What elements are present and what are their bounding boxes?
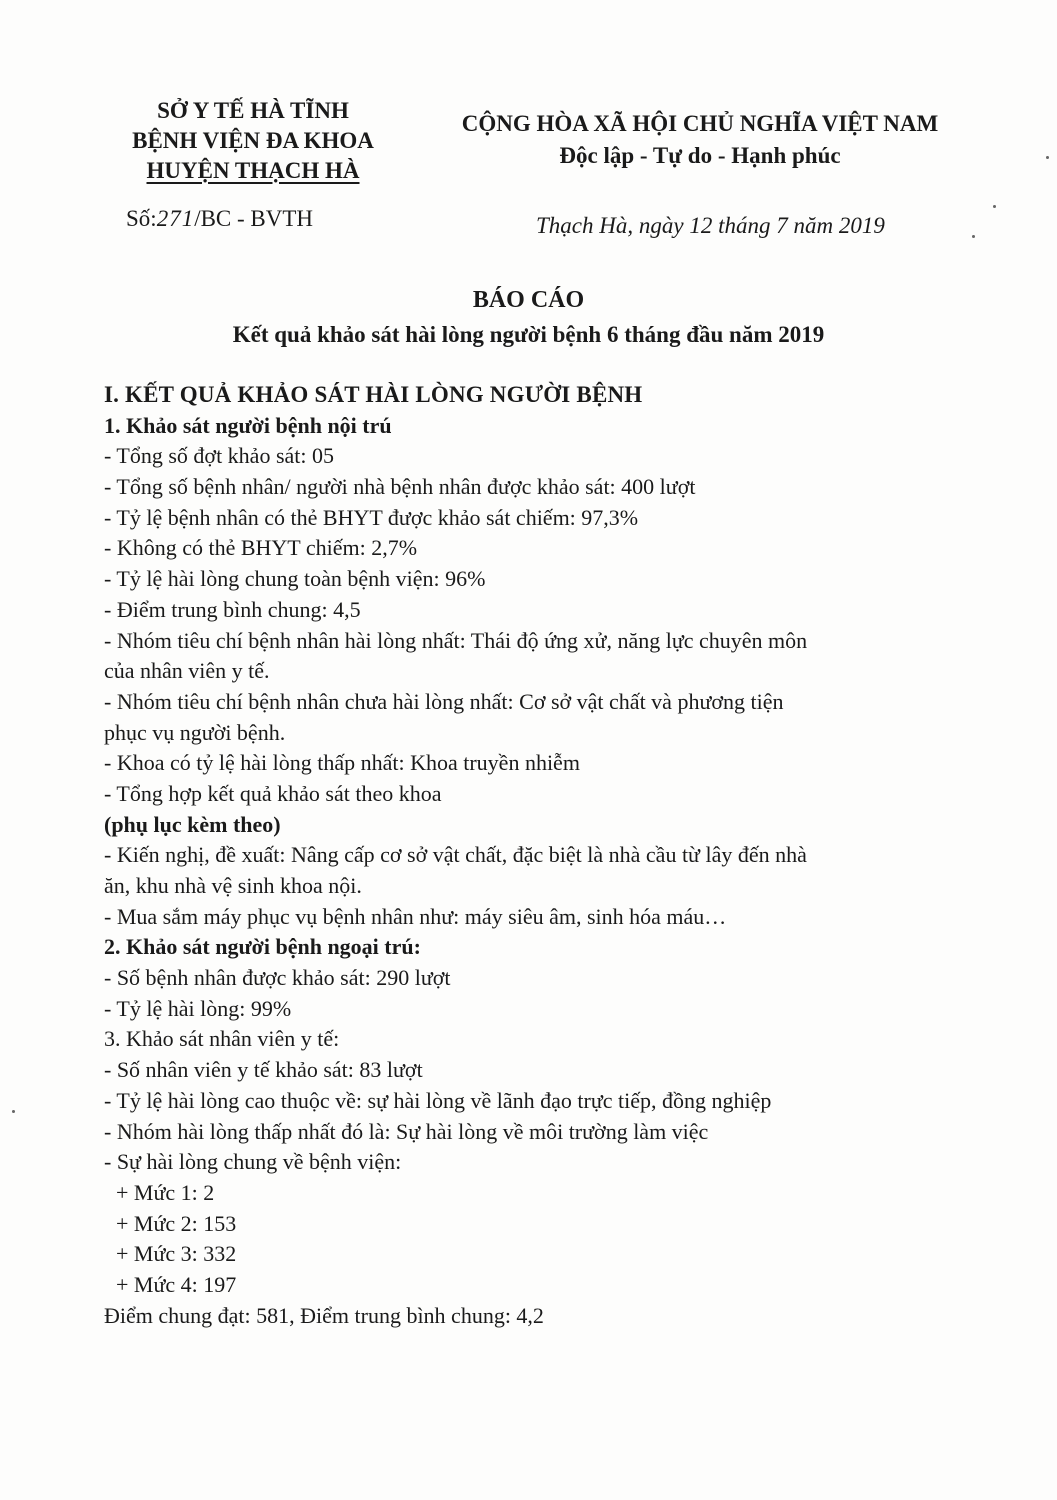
- body-line: - Sự hài lòng chung về bệnh viện:: [104, 1149, 402, 1175]
- body-line: - Tỷ lệ hài lòng chung toàn bệnh viện: 96%: [104, 566, 486, 592]
- doc-number-handwritten: 271: [156, 206, 195, 231]
- agency-line-2: BỆNH VIỆN ĐA KHOA: [132, 128, 374, 153]
- body-line: - Số bệnh nhân được khảo sát: 290 lượt: [104, 965, 451, 991]
- date-line: Thạch Hà, ngày 12 tháng 7 năm 2019: [536, 213, 885, 238]
- doc-number-prefix: Số:: [126, 206, 157, 231]
- country-name: CỘNG HÒA XÃ HỘI CHỦ NGHĨA VIỆT NAM: [461, 111, 939, 136]
- body-line: - Kiến nghị, đề xuất: Nâng cấp cơ sở vật chất, đặc biệt là nhà cầu từ lây đến nhà: [104, 842, 807, 868]
- body-line: - Điểm trung bình chung: 4,5: [104, 596, 361, 622]
- body-line: Điểm chung đạt: 581, Điểm trung bình chung: 4,2: [104, 1302, 544, 1328]
- body-line: - Nhóm hài lòng thấp nhất đó là: Sự hài lòng về môi trường làm việc: [104, 1118, 709, 1144]
- scan-speck: [993, 205, 996, 208]
- section-heading: (phụ lục kèm theo): [104, 811, 281, 837]
- scan-speck: [12, 1110, 15, 1113]
- report-subtitle: Kết quả khảo sát hài lòng người bệnh 6 tháng đầu năm 2019: [232, 322, 825, 347]
- body-line: + Mức 1: 2: [116, 1179, 215, 1205]
- body-line: - Tổng số đợt khảo sát: 05: [104, 443, 334, 469]
- body-line: - Khoa có tỷ lệ hài lòng thấp nhất: Khoa truyền nhiễm: [104, 750, 580, 776]
- body-line: - Tổng số bệnh nhân/ người nhà bệnh nhân được khảo sát: 400 lượt: [104, 474, 696, 500]
- body-line: - Nhóm tiêu chí bệnh nhân hài lòng nhất: Thái độ ứng xử, năng lực chuyên môn: [104, 627, 808, 653]
- body-line: - Tỷ lệ hài lòng cao thuộc về: sự hài lòng về lãnh đạo trực tiếp, đồng nghiệp: [104, 1087, 772, 1113]
- section-heading: 2. Khảo sát người bệnh ngoại trú:: [104, 934, 421, 960]
- body-line: - Tỷ lệ bệnh nhân có thẻ BHYT được khảo sát chiếm: 97,3%: [104, 504, 639, 530]
- body-line: phục vụ người bệnh.: [104, 719, 286, 745]
- body-line: 3. Khảo sát nhân viên y tế:: [104, 1026, 340, 1052]
- body-line: - Nhóm tiêu chí bệnh nhân chưa hài lòng nhất: Cơ sở vật chất và phương tiện: [104, 688, 784, 714]
- section-heading: 1. Khảo sát người bệnh nội trú: [104, 412, 392, 438]
- doc-number-suffix: /BC - BVTH: [194, 206, 314, 231]
- issuing-agency: [108, 96, 398, 186]
- report-title: BÁO CÁO: [472, 287, 585, 313]
- body-line: - Mua sắm máy phục vụ bệnh nhân như: máy siêu âm, sinh hóa máu…: [104, 903, 727, 929]
- body-line: ăn, khu nhà vệ sinh khoa nội.: [104, 873, 362, 898]
- section-heading: I. KẾT QUẢ KHẢO SÁT HÀI LÒNG NGƯỜI BỆNH: [104, 382, 643, 407]
- body-line: - Số nhân viên y tế khảo sát: 83 lượt: [104, 1057, 423, 1083]
- report-body: [104, 380, 964, 1331]
- agency-line-3: HUYỆN THẠCH HÀ: [146, 158, 360, 183]
- body-line: của nhân viên y tế.: [104, 658, 270, 684]
- body-line: - Tổng hợp kết quả khảo sát theo khoa: [104, 780, 442, 806]
- body-line: + Mức 2: 153: [116, 1210, 237, 1236]
- document-number: [126, 206, 313, 232]
- body-line: - Tỷ lệ hài lòng: 99%: [104, 995, 292, 1021]
- national-header: [420, 108, 980, 172]
- scan-speck: [1046, 156, 1049, 159]
- body-line: - Không có thẻ BHYT chiếm: 2,7%: [104, 535, 418, 561]
- body-line: + Mức 3: 332: [116, 1241, 237, 1267]
- agency-line-1: SỞ Y TẾ HÀ TĨNH: [157, 98, 349, 123]
- body-line: + Mức 4: 197: [116, 1271, 237, 1297]
- scan-speck: [972, 235, 975, 238]
- national-motto: Độc lập - Tự do - Hạnh phúc: [559, 143, 841, 168]
